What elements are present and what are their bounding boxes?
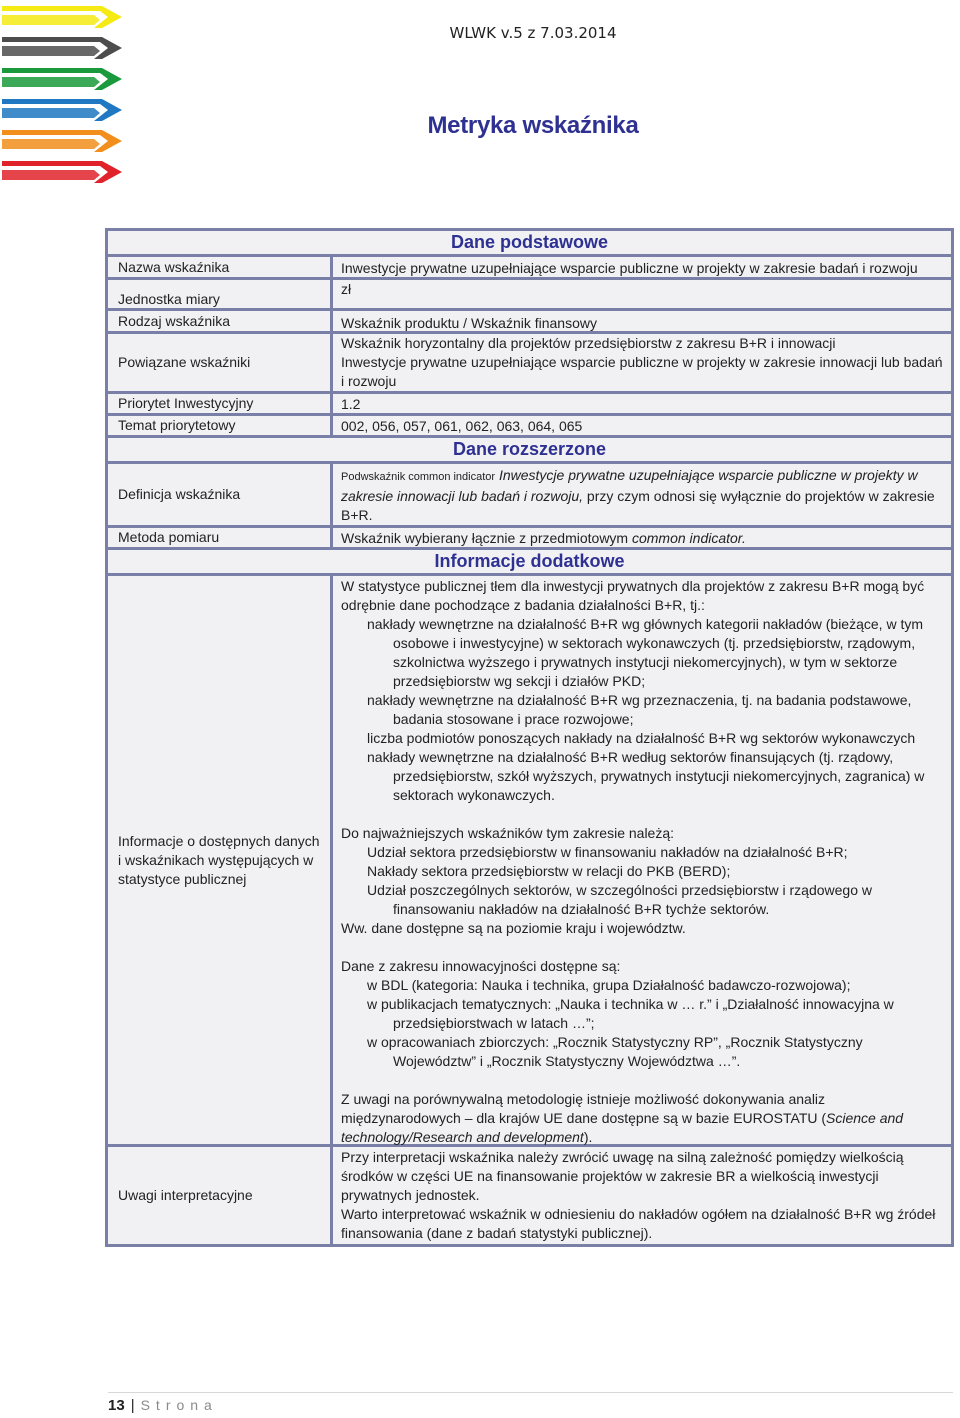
row-public-statistics — [108, 576, 951, 1147]
definition-italic: Inwestycje prywatne uzupełniające wsparcie publiczne w projekty w zakresie innowacji lub badań i rozwoju, — [341, 467, 918, 504]
info-source-2: w publikacjach tematycznych: „Nauka i technika w … r.” i „Działalność innowacyjna w przedsiębiorstwach w latach …”; — [367, 996, 894, 1031]
value-priority: 1.2 — [341, 396, 361, 412]
value-indicator-type: Wskaźnik produktu / Wskaźnik finansowy — [341, 315, 597, 331]
info-list-item-3: liczba podmiotów ponoszących nakłady na działalność B+R wg sektorów wykonawczych — [367, 730, 916, 746]
definition-suffix: przy czym odnosi się wyłącznie do projektów w zakresie B+R. — [341, 488, 935, 523]
info-paragraph-3: Ww. dane dostępne są na poziomie kraju i województw. — [341, 920, 686, 936]
info-paragraph-2: Do najważniejszych wskaźników tym zakresie należą: — [341, 825, 675, 841]
method-italic: common indicator. — [631, 530, 746, 546]
label-interpretation-notes: Uwagi interpretacyjne — [108, 1147, 333, 1244]
footer-separator: | — [130, 1397, 135, 1414]
page-number: 13 — [108, 1397, 125, 1414]
section-additional-heading: Informacje dodatkowe — [108, 550, 951, 576]
arrow-shape — [2, 15, 100, 25]
arrow-shape — [2, 77, 100, 87]
info-source-3: w opracowaniach zbiorczych: „Rocznik Statystyczny RP”, „Rocznik Statystyczny Województw” i „Rocznik Statystyczny Województwa …”. — [367, 1034, 863, 1069]
related-indicator-2: Inwestycje prywatne uzupełniające wsparcie publiczne w projekty w zakresie innowacji lub badań i rozwoju — [341, 354, 943, 389]
value-theme: 002, 056, 057, 061, 062, 063, 064, 065 — [341, 418, 583, 434]
info-paragraph-4: Dane z zakresu innowacyjności dostępne są: — [341, 958, 621, 974]
page-footer — [108, 1392, 953, 1414]
info-paragraph-5-end: ). — [583, 1129, 593, 1145]
label-related-indicators: Powiązane wskaźniki — [108, 334, 333, 391]
info-measure-3: Udział poszczególnych sektorów, w szczególności przedsiębiorstw i rządowego w finansowaniu nakładów na działalność B+R tychże sektorów. — [367, 882, 873, 917]
label-theme: Temat priorytetowy — [108, 416, 333, 435]
row-priority — [108, 394, 951, 416]
notes-paragraph-1: Przy interpretacji wskaźnika należy zwrócić uwagę na silną zależność pomiędzy wielkością środków w części UE na finansowanie projektów w zakresie BR a wielkością inwestycji prywatnych jednostek. — [341, 1149, 904, 1203]
label-definition: Definicja wskaźnika — [108, 464, 333, 525]
arrow-shape — [2, 139, 100, 149]
label-priority: Priorytet Inwestycyjny — [108, 394, 333, 413]
value-interpretation-notes — [333, 1147, 951, 1244]
info-paragraph-1: W statystyce publicznej tłem dla inwestycji prywatnych dla projektów z zakresu B+R mogą być odrębnie dane pochodzące z badania działalności B+R, tj.: — [341, 578, 925, 613]
info-paragraph-5-text: Z uwagi na porównywalną metodologię istnieje możliwość dokonywania analiz międzynarodowych – dla krajów UE dane dostępne są w bazie EUROSTATU ( — [341, 1091, 827, 1126]
row-theme — [108, 416, 951, 438]
value-unit: zł — [341, 281, 352, 297]
arrow-shape — [2, 46, 100, 56]
indicator-metric-table — [105, 228, 954, 1247]
value-definition — [333, 464, 951, 525]
info-list-item-1: nakłady wewnętrzne na działalność B+R wg głównych kategorii nakładów (bieżące, w tym osobowe i inwestycyjne) w sektorach wykonawczych (tj. przedsiębiorstw, rządowym, szkolnictwa wyższego i prywatnych instytucji niekomercyjnych), w tym w sektorze przedsiębiorstw wg sekcji i działów PKD; — [367, 616, 924, 689]
row-unit — [108, 280, 951, 311]
method-text: Wskaźnik wybierany łącznie z przedmiotowym — [341, 530, 629, 546]
info-measure-1: Udział sektora przedsiębiorstw w finansowaniu nakładów na działalność B+R; — [367, 844, 848, 860]
footer-page-word: Strona — [140, 1397, 218, 1413]
value-method — [333, 528, 951, 547]
info-paragraph-5-italic: Science and technology/Research and development — [341, 1110, 904, 1145]
info-measure-2: Nakłady sektora przedsiębiorstw w relacji do PKB (BERD); — [367, 863, 731, 879]
section-basic-heading: Dane podstawowe — [108, 231, 951, 257]
arrow-shape — [2, 170, 100, 180]
label-indicator-type: Rodzaj wskaźnika — [108, 311, 333, 331]
page-title: Metryka wskaźnika — [427, 112, 639, 139]
color-arrows-logo — [2, 4, 126, 194]
info-paragraph-5 — [341, 1090, 943, 1147]
info-list-item-4: nakłady wewnętrzne na działalność B+R według sektorów finansujących (tj. rządowy, przedsiębiorstw, szkół wyższych, prywatnych instytucji niekomercyjnych, zagranica) w sektorach wykonawczych. — [367, 749, 925, 803]
row-indicator-type — [108, 311, 951, 334]
info-source-1: w BDL (kategoria: Nauka i technika, grupa Działalność badawczo-rozwojowa); — [367, 977, 851, 993]
label-indicator-name: Nazwa wskaźnika — [108, 257, 333, 277]
label-public-statistics: Informacje o dostępnych danych i wskaźnikach występujących w statystyce publicznej — [108, 576, 333, 1144]
row-related-indicators — [108, 334, 951, 394]
row-interpretation-notes — [108, 1147, 951, 1244]
notes-paragraph-2: Warto interpretować wskaźnik w odniesieniu do nakładów ogółem na działalność B+R wg źródeł finansowania (dane z badań statystyki publicznej). — [341, 1206, 936, 1241]
label-method: Metoda pomiaru — [108, 528, 333, 547]
value-related-indicators — [333, 334, 951, 391]
related-indicator-1: Wskaźnik horyzontalny dla projektów przedsiębiorstw z zakresu B+R i innowacji — [341, 335, 836, 351]
section-extended-heading: Dane rozszerzone — [108, 438, 951, 464]
definition-prefix: Podwskaźnik common indicator — [341, 471, 496, 483]
info-list-item-2: nakłady wewnętrzne na działalność B+R wg przeznaczenia, tj. na badania podstawowe, badania stosowane i prace rozwojowe; — [367, 692, 912, 727]
row-definition — [108, 464, 951, 528]
row-method — [108, 528, 951, 550]
row-indicator-name — [108, 257, 951, 280]
label-unit: Jednostka miary — [108, 280, 333, 308]
document-version: WLWK v.5 z 7.03.2014 — [449, 24, 617, 42]
value-indicator-name: Inwestycje prywatne uzupełniające wsparcie publiczne w projekty w zakresie badań i rozwoju — [341, 260, 918, 276]
value-public-statistics — [333, 576, 951, 1144]
